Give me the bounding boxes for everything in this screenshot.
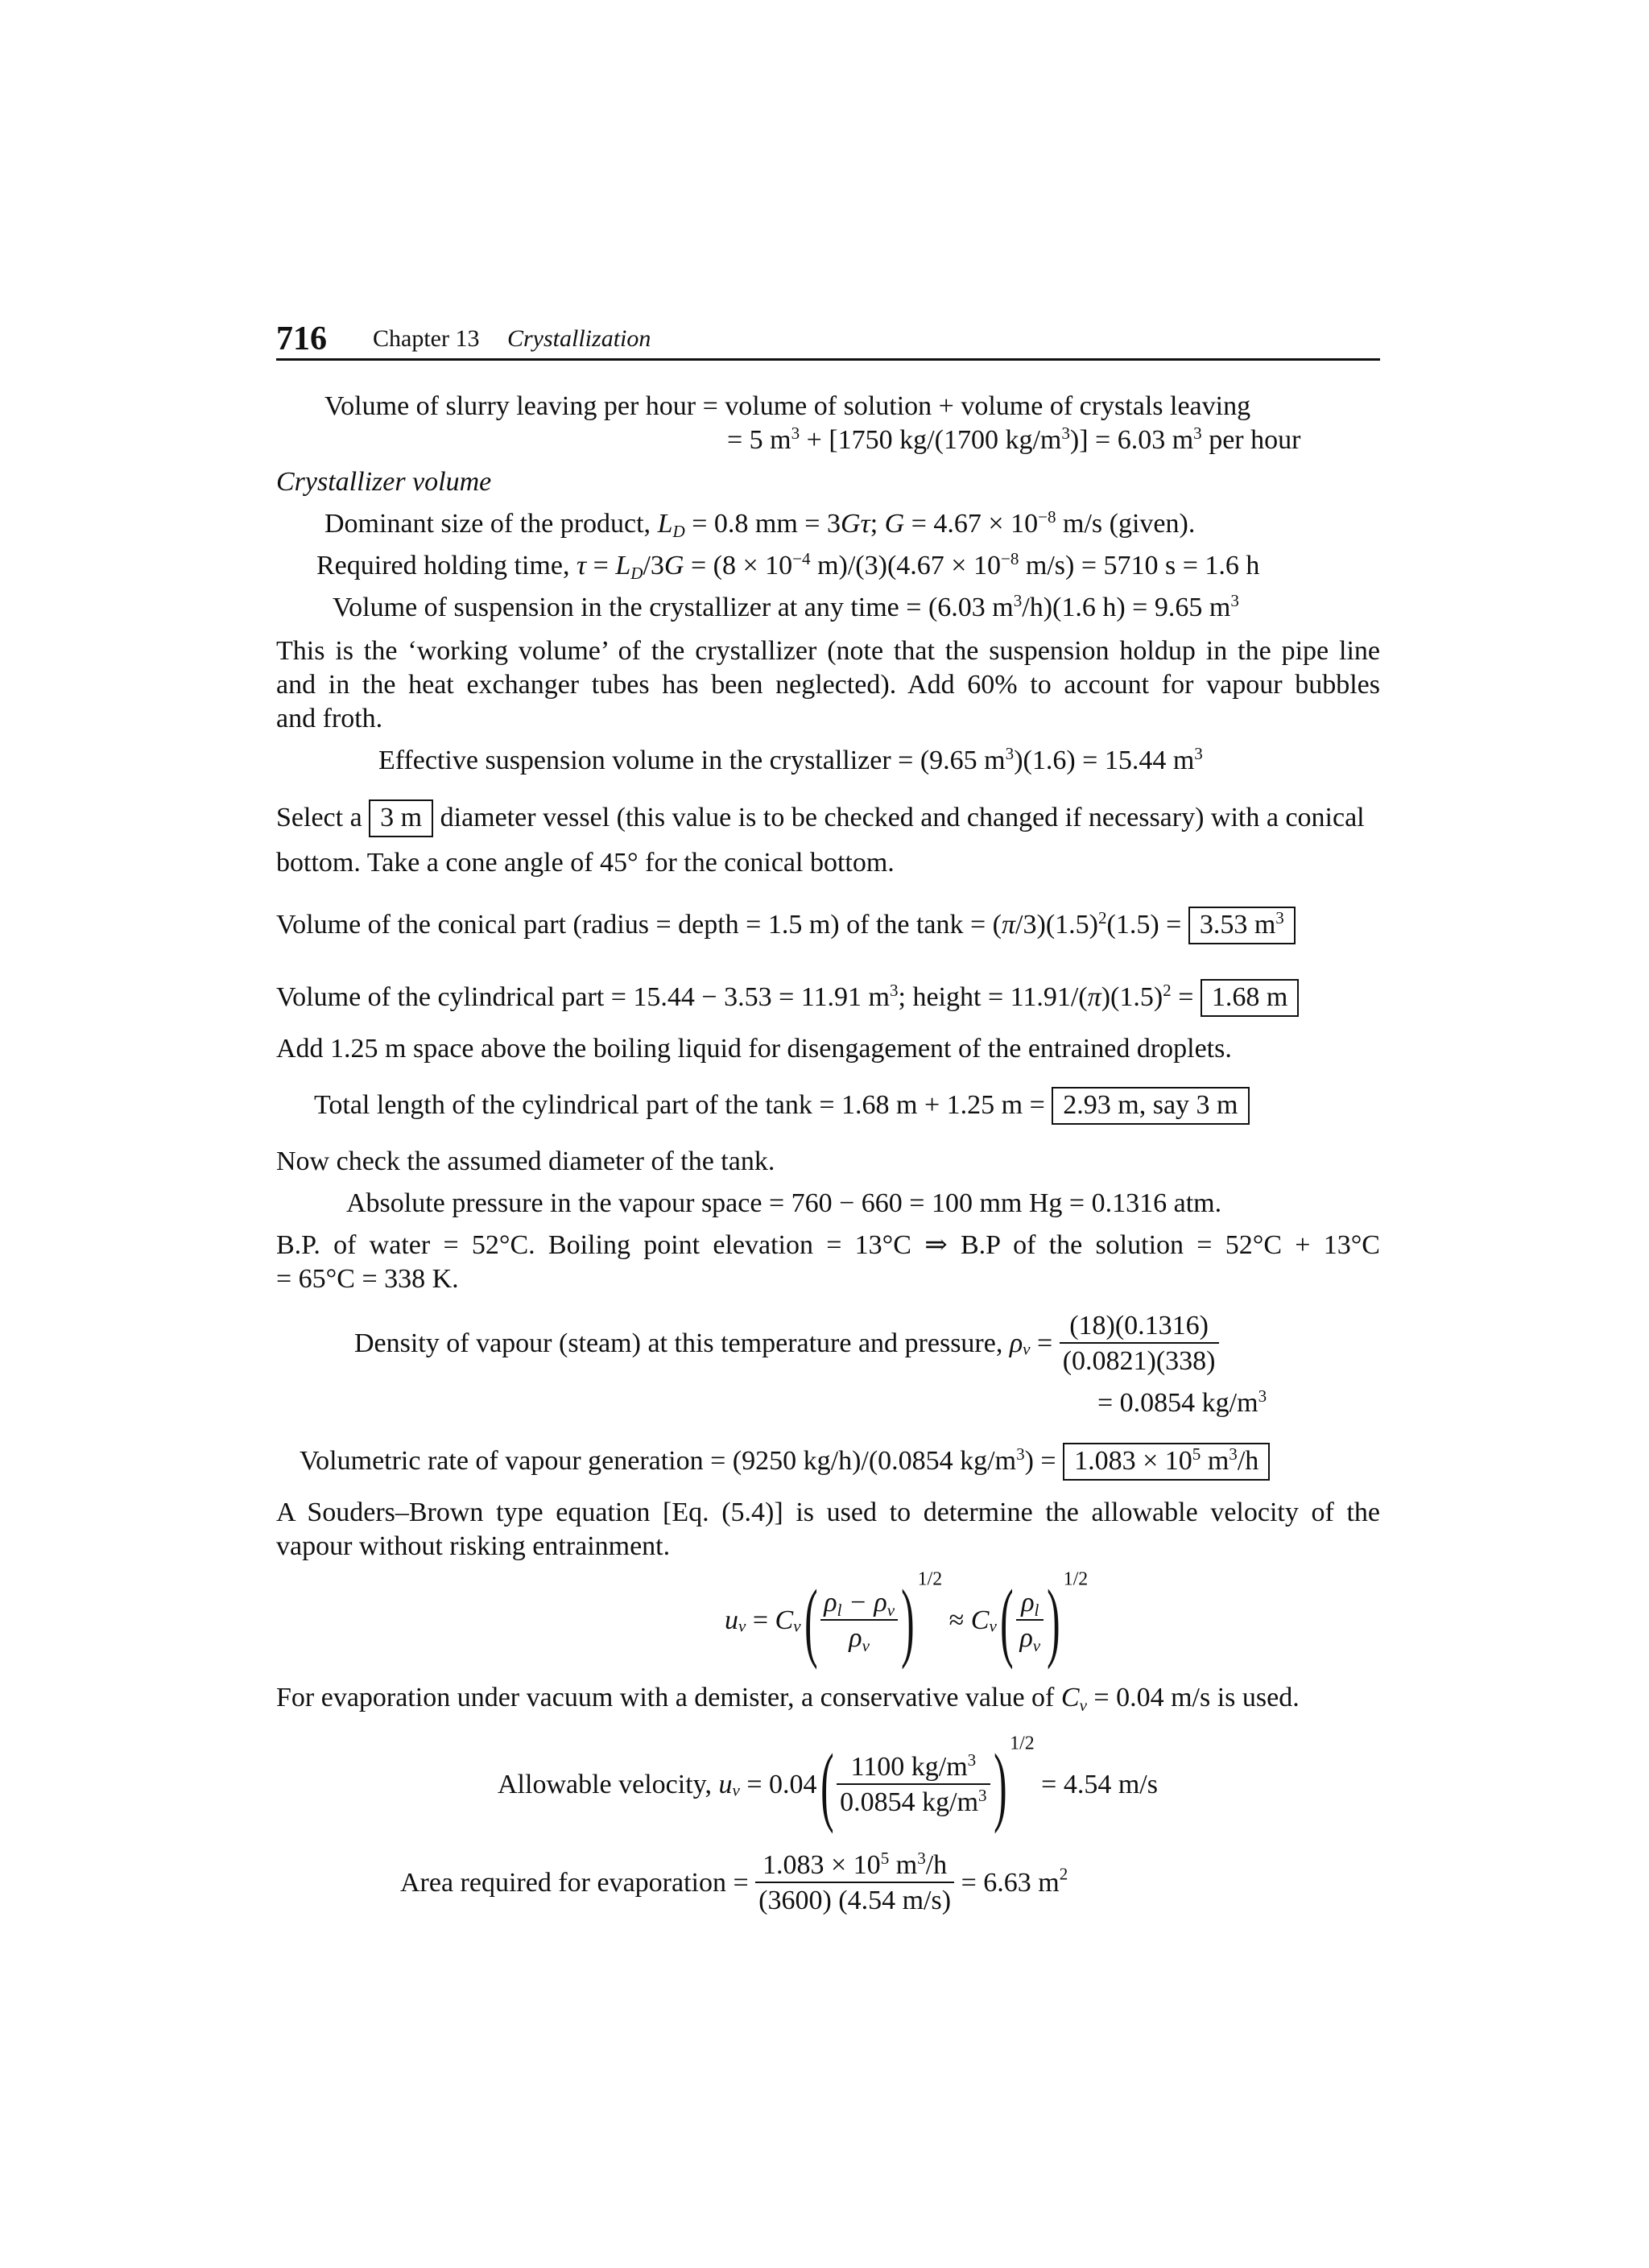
working-volume-para-line-1: This is the ‘working volume’ of the crystallizer (note that the suspension holdup in the pipe line xyxy=(276,636,1380,666)
effective-volume-line: Effective suspension volume in the crystallizer = (9.65 $m^3)(1.6) = 15.44$ $m^3$ xyxy=(378,743,1203,775)
boxed-conical-volume: 3.53 $m^3$ xyxy=(1188,907,1296,944)
slurry-line-2: = 5 $m^3 + [1750$ kg/(1700 $kg/m^3)] = 6.03$ $m^3$ per hour xyxy=(727,423,1301,455)
boxed-diameter: 3 m xyxy=(369,799,433,837)
suspension-volume-line: Volume of suspension in the crystallizer at any time = (6.03 $m^3/h)(1.6$ h) = 9.65 $m^3$ xyxy=(333,590,1239,622)
dominant-size-line: Dominant size of the product, $L_D = 0.8$ mm = 3Gτ; $G = 4.67 \times 10^{-8}$ m/s (given). xyxy=(324,506,1196,541)
vapour-density-line: Density of vapour (steam) at this temperature and pressure, $\rho_v$ = $\frac{(18)(0.1316)}{(0.0821)(338)}$ xyxy=(354,1312,1219,1375)
working-volume-para-line-3: and froth. xyxy=(276,704,383,733)
souders-brown-equation: $u_v = C_v$( $\frac{\rho_l - \rho_v}{\rho_v}$ ) $^{1/2} \approx C_v$( $\frac{\rho_l}{\rho_v}$ ) $^{1/2}$ xyxy=(725,1568,1089,1670)
allowable-velocity-fraction: $\frac{1100 kg/m^3}{0.0854 kg/m^3}$ xyxy=(837,1754,990,1816)
absolute-pressure-line: Absolute pressure in the vapour space = 760 − 660 = 100 mm Hg = 0.1316 atm. xyxy=(346,1188,1222,1218)
conical-volume-line: Volume of the conical part (radius = depth = 1.5 m) of the $\tan k = (\pi/3)(1.5)^2(1.5) = 3.53$ $m^3$ xyxy=(276,907,1296,944)
evaporation-area-equation: Area required for evaporation = $\frac{1.083 \times 10^5 m^3/h}{(3600) (4.54 m/s)}$ = 6.63 $m^2$ xyxy=(400,1848,1068,1915)
select-diameter-line: Select a 3 m diameter vessel (this value is to be checked and changed if necessary) with a conical xyxy=(276,799,1365,837)
chapter-title: Crystallization xyxy=(507,325,651,352)
vapour-density-result: = 0.0854 $kg/m^3$ xyxy=(1097,1386,1267,1418)
boiling-point-line-2: = 65°C = 338 K. xyxy=(276,1264,459,1294)
header-rule xyxy=(276,358,1380,361)
disengagement-space-line: Add 1.25 m space above the boiling liquid for disengagement of the entrained droplets. xyxy=(276,1034,1232,1064)
chapter-label: Chapter 13 xyxy=(373,325,480,352)
page-number: 716 xyxy=(276,320,327,357)
select-diameter-line-2: bottom. Take a cone angle of 45° for the conical bottom. xyxy=(276,848,895,878)
slurry-line-1: Volume of slurry leaving per hour = volume of solution + volume of crystals leaving xyxy=(324,391,1251,421)
boxed-volumetric-rate: $1.083 \times 10^5$ $m^3/h$ xyxy=(1063,1443,1270,1481)
souders-brown-line-1: A Souders–Brown type equation [Eq. (5.4)] is used to determine the allowable velocity of the xyxy=(276,1498,1380,1527)
cylindrical-volume-line: Volume of the cylindrical part = 15.44 − 3.53 = 11.91 $m^3$; height = $11.91/(\pi)(1.5)^2 = 1.68$ m xyxy=(276,979,1299,1017)
evaporation-area-fraction: $\frac{1.083 \times 10^5 m^3/h}{(3600) (4.54 m/s)}$ xyxy=(755,1852,954,1915)
allowable-velocity-equation: Allowable velocity, $u_v = 0.04$( $\frac{1100 kg/m^3}{0.0854 kg/m^3}$ ) $^{1/2}$ = 4.54 m/s xyxy=(498,1733,1158,1834)
working-volume-para-line-2: and in the heat exchanger tubes has been neglected). Add 60% to account for vapour bubbles xyxy=(276,670,1380,700)
holding-time-line: Required holding time, $\tau = L_D/3G = (8 \times 10^{-4}$ $m)/(3)(4.67 \times 10^{-8}$ m/s) = 5710 s = 1.6 h xyxy=(316,548,1260,583)
boiling-point-line-1: B.P. of water = 52°C. Boiling point elevation = 13°C ⇒ B.P of the solution = 52°C + 13°C xyxy=(276,1230,1380,1260)
souders-brown-line-2: vapour without risking entrainment. xyxy=(276,1531,671,1561)
volumetric-rate-line: Volumetric rate of vapour generation = (9250 kg/h)/(0.0854 $kg/m^3) = 1.083 \times 10^5$ $m^3/h$ xyxy=(300,1443,1270,1481)
evaporation-cv-line: For evaporation under vacuum with a demister, a conservative value of $C_v = 0.04$ m/s is used. xyxy=(276,1683,1300,1715)
boxed-height: 1.68 m xyxy=(1201,979,1299,1017)
density-fraction: $\frac{(18)(0.1316)}{(0.0821)(338)}$ xyxy=(1060,1312,1219,1375)
section-heading: Crystallizer volume xyxy=(276,467,492,497)
boxed-total-length: 2.93 m, say 3 m xyxy=(1052,1087,1249,1125)
total-length-line: Total length of the cylindrical part of the tank = 1.68 m + 1.25 m = 2.93 m, say 3 m xyxy=(314,1087,1250,1125)
check-diameter-line: Now check the assumed diameter of the tank. xyxy=(276,1146,775,1176)
equation-fraction-1: $\frac{\rho_l - \rho_v}{\rho_v}$ xyxy=(820,1589,898,1652)
equation-fraction-2: $\frac{\rho_l}{\rho_v}$ xyxy=(1016,1589,1044,1652)
